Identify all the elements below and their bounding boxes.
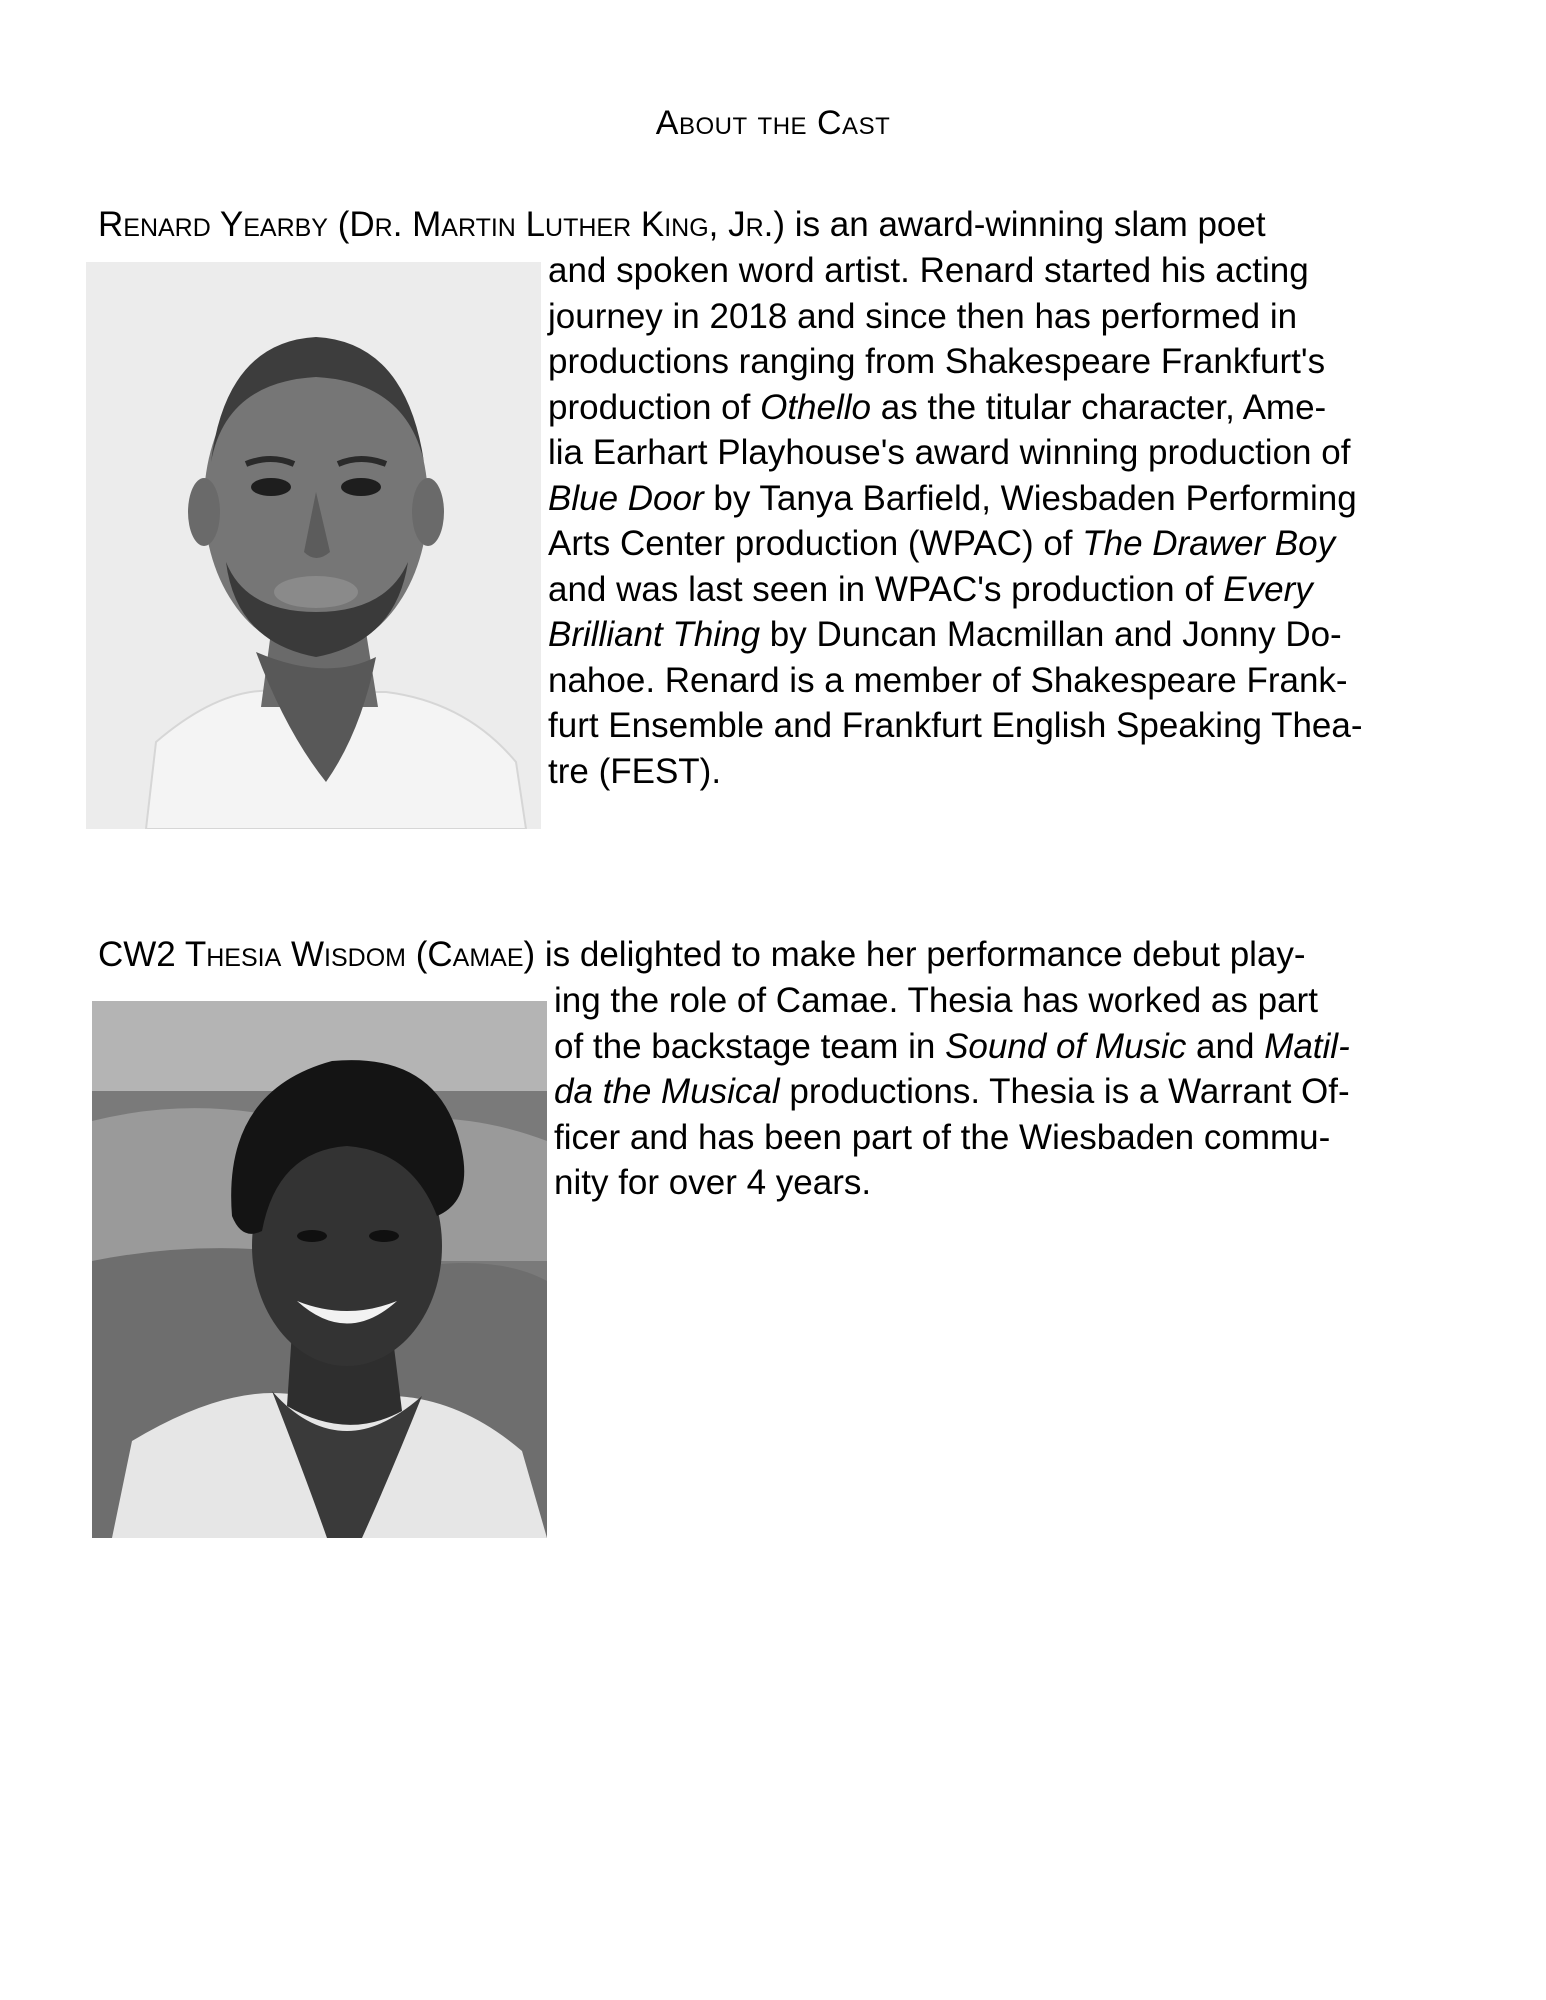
bio-text: ficer and has been part of the Wiesbaden commu- [554,1117,1331,1157]
italic-title-text: Matil- [1264,1026,1350,1066]
page-title: About the Cast [655,104,891,142]
bio-lead-in: is an award-winning slam poet [785,205,1266,244]
bio-line [548,567,1363,613]
bio-line [548,294,1363,340]
bio-text: nity for over 4 years. [554,1163,872,1202]
bio-text: production of [548,387,761,427]
bio-text: Arts Center production (WPAC) of [548,524,1083,563]
bio-line [554,1115,1350,1161]
bio-line [548,612,1363,658]
bio-text: and spoken word artist. Renard started his acting [548,251,1309,290]
bio-line [554,1069,1350,1115]
bio-text: and was last seen in WPAC's production of [548,569,1224,609]
portrait-photo [86,262,541,829]
cast-name: CW2 Thesia Wisdom [98,935,406,974]
bio-line [548,248,1363,294]
bio-text: and [1186,1026,1265,1066]
bio-line [548,749,1363,795]
bio-text: productions ranging from Shakespeare Frankfurt's [548,342,1326,381]
italic-title-text: The Drawer Boy [1082,524,1336,563]
bio-heading-1 [98,205,1266,245]
bio-line [554,978,1350,1024]
bio-text: of the backstage team in [554,1026,946,1066]
italic-title-text: da the Musical [554,1072,780,1111]
italic-title-text: Every [1223,569,1313,609]
bio-text: as the titular character, Ame- [871,387,1327,427]
bio-text: ing the role of Camae. Thesia has worked as part [554,981,1318,1020]
cast-name: Renard Yearby [98,205,328,244]
bio-text: by Tanya Barfield, Wiesbaden Performing [703,478,1357,518]
bio-line [548,476,1363,522]
bio-text: productions. Thesia is a Warrant Of- [779,1072,1350,1111]
bio-text: tre (FEST). [548,751,722,791]
bio-body-1 [548,248,1363,794]
bio-line [554,1024,1350,1070]
bio-heading-2 [98,935,1306,975]
bio-line [548,521,1363,567]
bio-text: journey in 2018 and since then has performed in [548,296,1298,336]
portrait-photo [92,1001,547,1538]
italic-title-text: Blue Door [548,478,704,518]
bio-text: furt Ensemble and Frankfurt English Speaking Thea- [548,706,1363,745]
bio-text: by Duncan Macmillan and Jonny Do- [760,615,1342,654]
bio-line [548,385,1363,431]
bio-lead-in: is delighted to make her performance debut play- [535,935,1306,974]
cast-photo-renard [86,262,541,829]
bio-line [554,1160,1350,1206]
bio-body-2 [554,978,1350,1206]
bio-text: nahoe. Renard is a member of Shakespeare Frank- [548,660,1348,700]
cast-role: (Dr. Martin Luther King, Jr.) [337,205,786,244]
cast-role: (Camae) [415,935,536,974]
italic-title-text: Othello [760,387,871,427]
bio-text: lia Earhart Playhouse's award winning production of [548,433,1351,472]
bio-line [548,703,1363,749]
bio-line [548,430,1363,476]
italic-title-text: Sound of Music [945,1026,1187,1066]
bio-line [548,339,1363,385]
bio-line [548,658,1363,704]
italic-title-text: Brilliant Thing [548,615,761,654]
cast-photo-thesia [92,1001,547,1538]
